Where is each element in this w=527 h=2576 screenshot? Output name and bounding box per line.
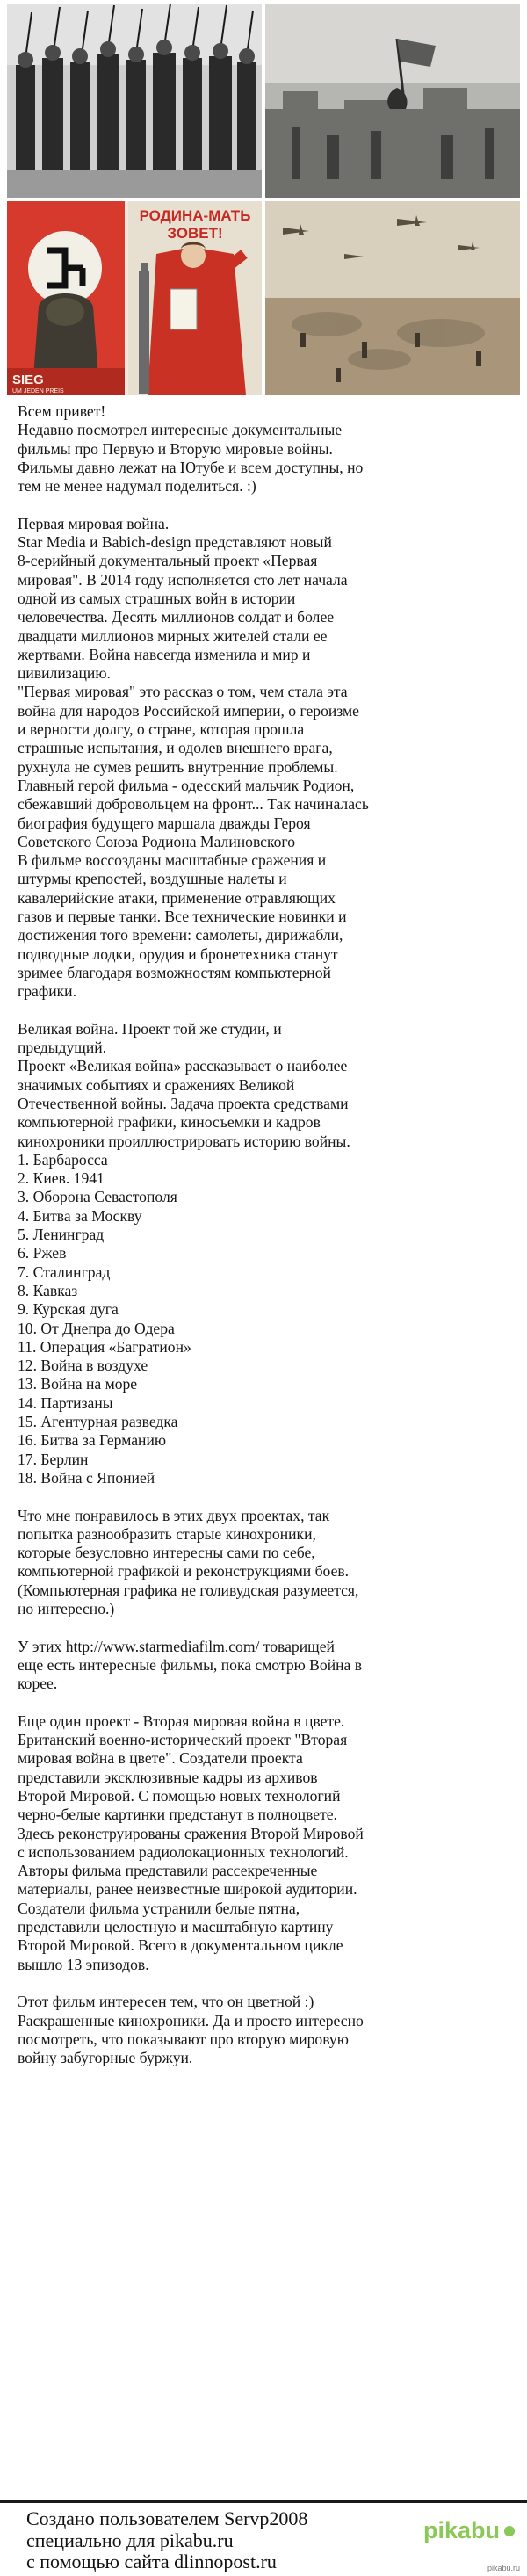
episode-item: 17. Берлин — [18, 1450, 89, 1468]
sieg-poster-subtext: UM JEDEN PREIS — [12, 388, 64, 394]
paragraph-gap — [18, 1487, 515, 1506]
dlinnopost-footer — [0, 2500, 527, 2576]
paragraph-gap — [18, 1002, 515, 1020]
color-ww2-paragraph: Еще один проект - Вторая мировая война в цвете. Британский военно-исторический проект "Вторая мировая война в цвете". Создатели проекта представили эксклюзивные кадры из архивов Второй Мировой. С помощью новых технологий черно-белые картинки предстанут в полноцвете. Здесь реконструированы сражения Второй Мировой с использованием радиолокационных технологий. Авторы фильма представили рассекреченные материалы, ранее неизвестные широкой аудитории. Создатели фильма устранили белые пятна, представили целостную и масштабную картину Второй Мировой. Всего в документальном цикле вышло 13 эпизодов. — [18, 1711, 364, 1973]
reichstag-flag-photo — [265, 4, 520, 198]
starmedia-paragraph: У этих http://www.starmediafilm.com/ товарищей еще есть интересные фильмы, пока смотрю Война в корее. — [18, 1637, 363, 1693]
pikabu-logo-dot — [504, 2526, 515, 2536]
motherland-poster-subtitle: ЗОВЕТ! — [167, 225, 223, 242]
sieg-poster-text: SIEG — [12, 373, 44, 387]
episode-item: 18. Война с Японией — [18, 1468, 155, 1487]
pikabu-logo-icon — [422, 2515, 516, 2545]
episode-list — [18, 1151, 515, 1487]
episode-item: 9. Курская дуга — [18, 1300, 119, 1319]
paragraph-gap — [18, 1618, 515, 1637]
pikabu-logo-text: pikabu — [423, 2517, 501, 2543]
episode-item: 5. Ленинград — [18, 1226, 105, 1244]
propaganda-posters-photo — [7, 201, 262, 395]
ww1-paragraph: Первая мировая война. Star Media и Babich-design представляют новый 8-серийный документальный проект «Первая мировая". В 2014 году исполняется сто лет начала одной из самых страшных войн в истории человечества. Десять миллионов солдат и более двадцати миллионов мирных жителей стали ее жертвами. Война навсегда изменила и мир и цивилизацию. "Первая мировая" это рассказ о том, чем стала эта война для народов Российской империи, о героизме и верности долгу, о стране, которая прошла страшные испытания, и одолев внешнего врага, рухнула не сумев решить внутренние проблемы. Главный герой фильма - одесский мальчик Родион, сбежавший добровольцем на фронт... Так начиналась биография будущего маршала дважды Героя Советского Союза Родиона Малиновского В фильме воссозданы масштабные сражения и штурмы крепостей, воздушные налеты и кавалерийские атаки, применение отравляющих газов и первые танки. Все технические новинки и достижения того времени: самолеты, дирижабли, подводные лодки, орудия и бронетехника станут зримее благодаря возможностям компьютерной графики. — [18, 514, 369, 1001]
footer-author-line: Создано пользователем Servp2008 — [26, 2507, 308, 2529]
battlefield-planes-photo — [265, 201, 520, 395]
episode-item: 2. Киев. 1941 — [18, 1169, 105, 1188]
photo-collage — [7, 4, 520, 395]
marching-soldiers-photo — [7, 4, 262, 198]
episode-item: 7. Сталинград — [18, 1263, 111, 1281]
footer-tool-line: с помощью сайта dlinnopost.ru — [26, 2551, 277, 2572]
motherland-poster-title: РОДИНА-МАТЬ — [139, 207, 251, 224]
episode-item: 11. Операция «Багратион» — [18, 1337, 191, 1356]
paragraph-gap — [18, 1974, 515, 1993]
episode-item: 10. От Днепра до Одера — [18, 1319, 175, 1337]
episode-item: 3. Оборона Севастополя — [18, 1188, 177, 1206]
episode-item: 1. Барбаросса — [18, 1150, 108, 1169]
great-war-paragraph: Великая война. Проект той же студии, и предыдущий. Проект «Великая война» рассказывает о наиболее значимых событиях и сражениях Великой Отечественной войны. Задача проекта средствами компьютерной графики, киносъемки и кадров кинохроники проиллюстрировать историю войны. — [18, 1019, 350, 1150]
intro-paragraph: Всем привет! Недавно посмотрел интересные документальные фильмы про Первую и Вторую мировые войны. Фильмы давно лежат на Ютубе и всем доступны, но тем не менее надумал поделиться. :) — [18, 402, 364, 496]
liked-paragraph: Что мне понравилось в этих двух проектах, так попытка разнообразить старые кинохроники, которые безусловно интересны сами по себе, компьютерной графикой и реконструкциями боев. (Компьютерная графика не голивудская разумеется, но интересно.) — [18, 1506, 359, 1617]
episode-item: 12. Война в воздухе — [18, 1357, 148, 1375]
episode-item: 15. Агентурная разведка — [18, 1413, 178, 1431]
paragraph-gap — [18, 1693, 515, 1711]
episode-item: 8. Кавказ — [18, 1281, 78, 1299]
footer-site-line: специально для pikabu.ru — [26, 2529, 234, 2551]
episode-item: 13. Война на море — [18, 1375, 138, 1393]
article-body — [18, 402, 515, 2067]
episode-item: 4. Битва за Москву — [18, 1206, 142, 1225]
episode-item: 6. Ржев — [18, 1244, 67, 1263]
outro-paragraph: Этот фильм интересен тем, что он цветной :) Раскрашенные кинохроники. Да и просто интересно посмотреть, что показывают про вторую мировую войну забугорные буржуи. — [18, 1993, 364, 2067]
episode-item: 14. Партизаны — [18, 1393, 113, 1412]
episode-item: 16. Битва за Германию — [18, 1431, 167, 1450]
footer-credits — [26, 2508, 404, 2573]
paragraph-gap — [18, 496, 515, 514]
pikabu-small-mark: pikabu.ru — [487, 2564, 520, 2572]
